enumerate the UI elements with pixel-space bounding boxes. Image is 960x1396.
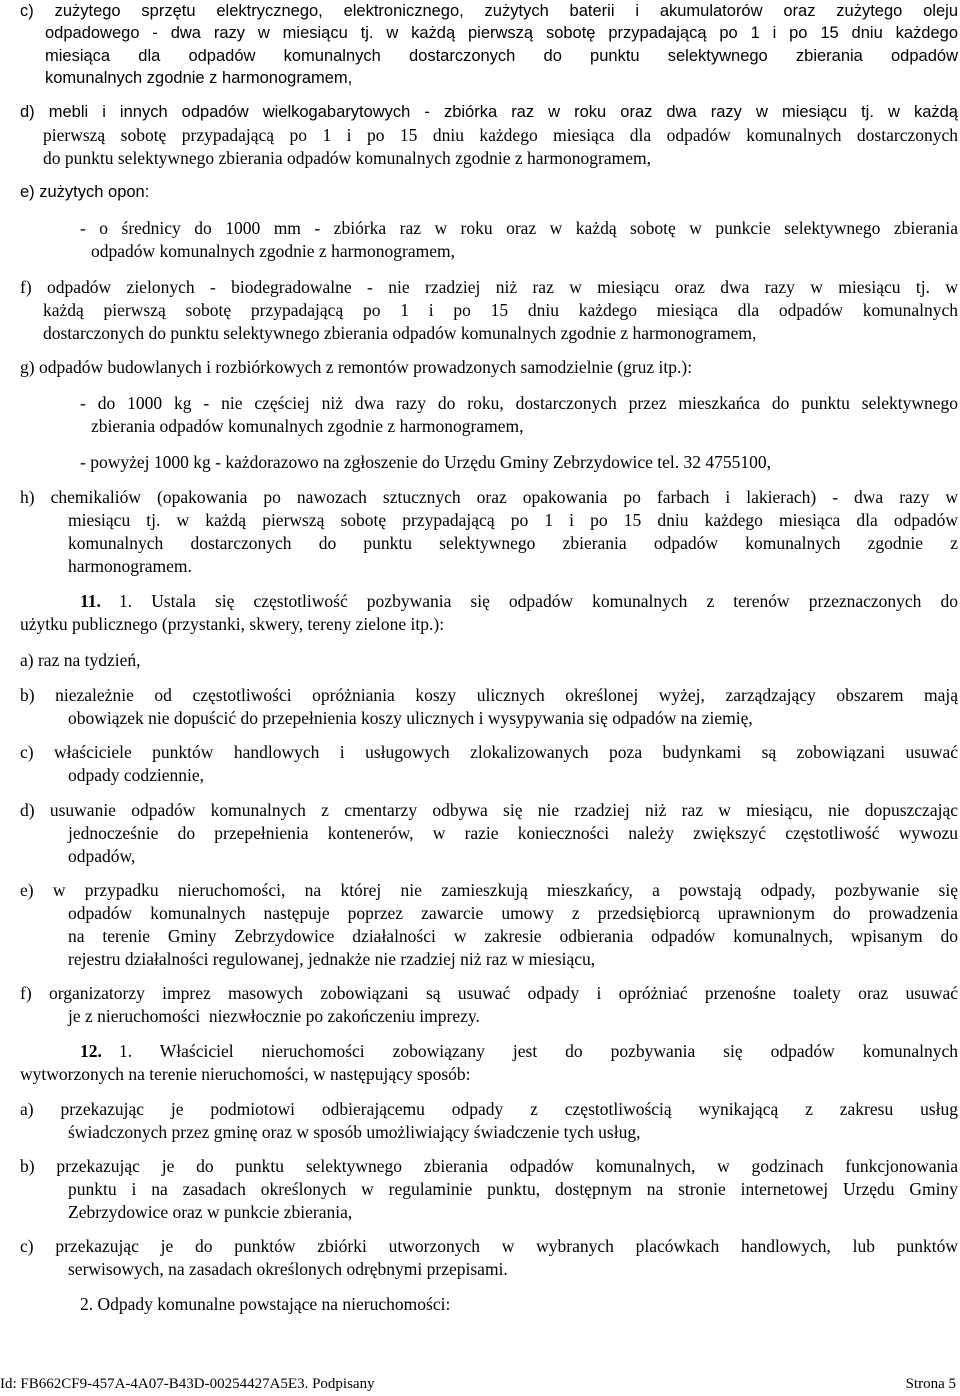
text-line: miesiąca dla odpadów komunalnych dostarczonych do punktu selektywnego zbierania odpadów [45, 47, 958, 65]
text-line: c) przekazując je do punktów zbiórki utworzonych w wybranych placówkach handlowych, lub punktów [20, 1236, 958, 1256]
text-line: punktu i na zasadach określonych w regulaminie punktu, dostępnym na stronie internetowej Urzędu Gminy [68, 1179, 958, 1199]
text-line: odpadów, [68, 846, 136, 866]
text-line: je z nieruchomości niezwłocznie po zakończeniu imprezy. [68, 1006, 480, 1026]
text-line: d) mebli i innych odpadów wielkogabarytowych - zbiórka raz w roku oraz dwa razy w miesiącu tj. w każdą [20, 103, 958, 121]
text-line: dostarczonych do punktu selektywnego zbierania odpadów komunalnych zgodnie z harmonogramem, [43, 323, 757, 343]
section-12-point-2: 2. Odpady komunalne powstające na nieruchomości: [80, 1294, 451, 1314]
text-line: e) w przypadku nieruchomości, na której nie zamieszkują mieszkańcy, a powstają odpady, pozbywanie się [20, 880, 958, 900]
text-line: obowiązek nie dopuścić do przepełnienia koszy ulicznych i wysypywania się odpadów na ziemię, [68, 708, 753, 728]
text-line: komunalnych zgodnie z harmonogramem, [45, 69, 353, 87]
text-line: pierwszą sobotę przypadającą po 1 i po 15 dniu każdego miesiąca dla odpadów komunalnych dostarczonych [43, 125, 958, 145]
text-line: jednocześnie do przepełnienia kontenerów, w razie konieczności należy zwiększyć częstotliwość wywozu [68, 823, 958, 843]
text-line: a) przekazując je podmiotowi odbierającemu odpady z częstotliwością wynikającą z zakresu usług [20, 1099, 958, 1119]
text-line: użytku publicznego (przystanki, skwery, tereny zielone itp.): [20, 614, 445, 634]
text-line: - do 1000 kg - nie częściej niż dwa razy do roku, dostarczonych przez mieszkańca do punktu selektywnego [80, 393, 958, 413]
footer-document-id: Id: FB662CF9-457A-4A07-B43D-00254427A5E3. Podpisany [0, 1376, 375, 1392]
text-line: odpadów komunalnych następuje poprzez zawarcie umowy z przedsiębiorcą uprawnionym do prowadzenia [68, 903, 958, 923]
section-number: 12. [80, 1041, 102, 1061]
text-line: odpadów komunalnych zgodnie z harmonogramem, [91, 241, 455, 261]
text-line: każdą pierwszą sobotę przypadającą po 1 i po 15 dniu każdego miesiąca dla odpadów komunalnych [43, 300, 958, 320]
text-line: b) niezależnie od częstotliwości opróżniania koszy ulicznych określonej wyżej, zarządzający obszarem mają [20, 685, 958, 705]
paragraph-g-item-2: - powyżej 1000 kg - każdorazowo na zgłoszenie do Urzędu Gminy Zebrzydowice tel. 32 4755100, [80, 452, 772, 472]
paragraph-g-budowlanych: g) odpadów budowlanych i rozbiórkowych z remontów prowadzonych samodzielnie (gruz itp.): [20, 357, 693, 377]
text-line: miesiącu tj. w każdą pierwszą sobotę przypadającą po 1 i po 15 dniu każdego miesiąca dla odpadów [68, 510, 958, 530]
text-line: 1. Ustala się częstotliwość pozbywania się odpadów komunalnych z terenów przeznaczonych do [119, 591, 958, 611]
text-line: wytworzonych na terenie nieruchomości, w następujący sposób: [20, 1064, 471, 1084]
section-number: 11. [80, 591, 101, 611]
text-line: f) organizatorzy imprez masowych zobowiązani są usuwać odpady i opróżniać przenośne toalety oraz usuwać [20, 983, 958, 1003]
text-line: serwisowych, na zasadach określonych odrębnymi przepisami. [68, 1259, 508, 1279]
text-line: na terenie Gminy Zebrzydowice działalności w zakresie odbierania odpadów komunalnych, wpisanym do [68, 926, 958, 946]
text-line: zbierania odpadów komunalnych zgodnie z harmonogramem, [91, 416, 524, 436]
section-11-item-a: a) raz na tydzień, [20, 650, 141, 670]
text-line: do punktu selektywnego zbierania odpadów komunalnych zgodnie z harmonogramem, [43, 148, 651, 168]
text-line: d) usuwanie odpadów komunalnych z cmentarzy odbywa się nie rzadziej niż raz w miesiącu, nie dopuszczając [20, 800, 958, 820]
text-line: rejestru działalności regulowanej, jednakże nie rzadziej niż raz w miesiącu, [68, 949, 596, 969]
text-line: harmonogramem. [68, 556, 192, 576]
text-line: odpady codziennie, [68, 765, 205, 785]
text-line: świadczonych przez gminę oraz w sposób umożliwiający świadczenie tych usług, [68, 1122, 641, 1142]
footer-page-number: Strona 5 [905, 1376, 956, 1392]
paragraph-e-opon: e) zużytych opon: [20, 183, 150, 201]
text-line: odpadowego - dwa razy w miesiącu tj. w każdą pierwszą sobotę przypadającą po 1 i po 15 dniu każdego [45, 24, 958, 42]
text-line: b) przekazując je do punktu selektywnego zbierania odpadów komunalnych, w godzinach funkcjonowania [20, 1156, 958, 1176]
text-line: 1. Właściciel nieruchomości zobowiązany jest do pozbywania się odpadów komunalnych [119, 1041, 958, 1061]
text-line: Zebrzydowice oraz w punkcie zbierania, [68, 1202, 353, 1222]
text-line: h) chemikaliów (opakowania po nawozach sztucznych oraz opakowania po farbach i lakierach) - dwa razy w [20, 487, 958, 507]
text-line: c) zużytego sprzętu elektrycznego, elektronicznego, zużytych baterii i akumulatorów oraz zużytego oleju [20, 2, 958, 20]
text-line: f) odpadów zielonych - biodegradowalne - nie rzadziej niż raz w miesiącu oraz dwa razy w miesiącu tj. w [20, 277, 958, 297]
text-line: komunalnych dostarczonych do punktu selektywnego zbierania odpadów komunalnych zgodnie z [68, 533, 958, 553]
text-line: c) właściciele punktów handlowych i usługowych zlokalizowanych poza budynkami są zobowiązani usuwać [20, 742, 958, 762]
text-line: - o średnicy do 1000 mm - zbiórka raz w roku oraz w każdą sobotę w punkcie selektywnego zbierania [80, 218, 958, 238]
